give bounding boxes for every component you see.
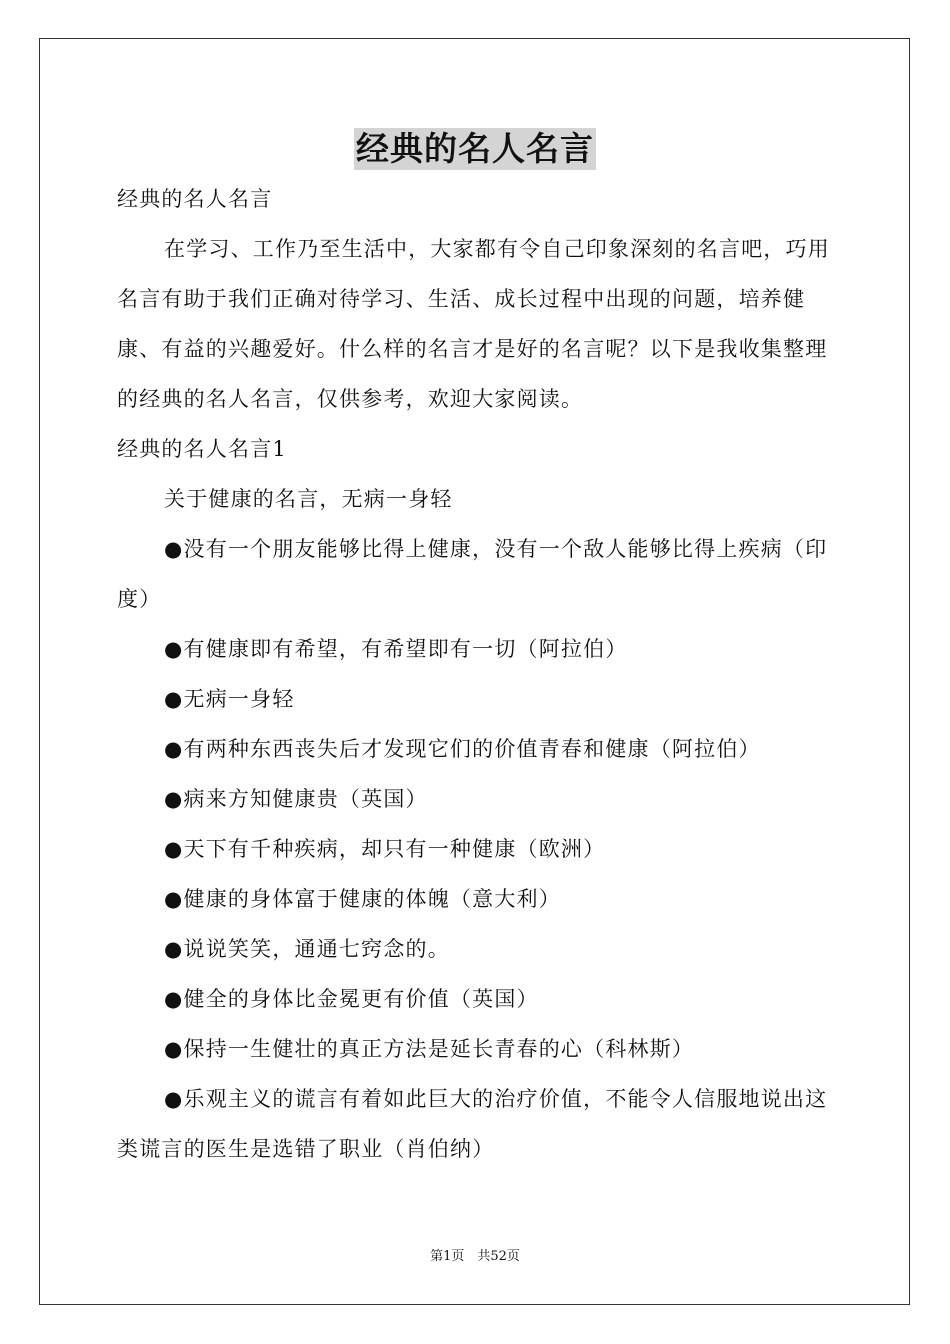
quote-item: ●没有一个朋友能够比得上健康，没有一个敌人能够比得上疾病（印度） xyxy=(117,537,828,611)
paragraph-subtitle: 经典的名人名言 xyxy=(117,187,273,211)
quote-item: ●保持一生健壮的真正方法是延长青春的心（科林斯） xyxy=(164,1037,695,1061)
section-heading: 经典的名人名言1 xyxy=(117,437,287,461)
paragraph-topic: 关于健康的名言，无病一身轻 xyxy=(164,487,453,511)
quote-item: ●说说笑笑，通通七窍念的。 xyxy=(164,937,450,961)
document-body xyxy=(117,174,837,1174)
quote-item: ●病来方知健康贵（英国） xyxy=(164,787,428,811)
title-container xyxy=(0,128,950,170)
paragraph-intro: 在学习、工作乃至生活中，大家都有令自己印象深刻的名言吧，巧用名言有助于我们正确对待学习、生活、成长过程中出现的问题，培养健康、有益的兴趣爱好。什么样的名言才是好的名言呢？以下是我收集整理的经典的名人名言，仅供参考，欢迎大家阅读。 xyxy=(117,237,830,411)
quote-item: ●健全的身体比金冕更有价值（英国） xyxy=(164,987,539,1011)
quote-item: ●有两种东西丧失后才发现它们的价值青春和健康（阿拉伯） xyxy=(164,737,761,761)
page-number: 第1页 共52页 xyxy=(430,1249,520,1264)
quote-item: ●天下有千种疾病，却只有一种健康（欧洲） xyxy=(164,837,606,861)
quote-item: ●有健康即有希望，有希望即有一切（阿拉伯） xyxy=(164,637,628,661)
quote-item: ●无病一身轻 xyxy=(164,687,295,711)
quote-item: ●健康的身体富于健康的体魄（意大利） xyxy=(164,887,561,911)
quote-item: ●乐观主义的谎言有着如此巨大的治疗价值，不能令人信服地说出这类谎言的医生是选错了职业（肖伯纳） xyxy=(117,1087,828,1161)
document-title: 经典的名人名言 xyxy=(356,129,594,168)
page-footer xyxy=(0,1247,950,1267)
